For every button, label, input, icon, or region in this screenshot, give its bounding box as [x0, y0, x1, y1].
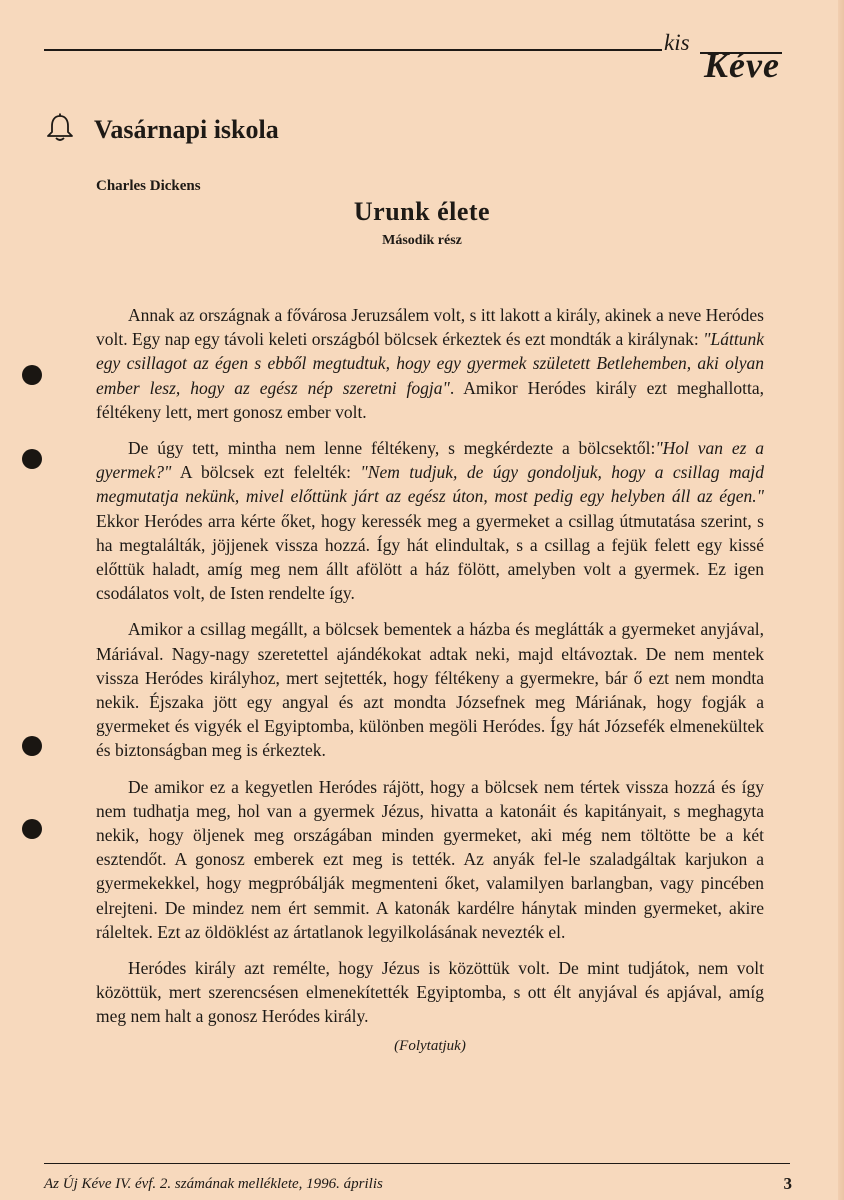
page-number: 3 — [783, 1174, 792, 1193]
bell-icon — [44, 112, 76, 144]
binder-hole — [22, 365, 42, 385]
paragraph-3: Amikor a csillag megállt, a bölcsek bementek a házba és meglátták a gyermeket anyjával, Máriával. Nagy-nagy szeretettel ajándékokat adtak neki, majd eltávoztak. De nem mentek vissza Heródes királyhoz, mert sejtették, hogy féltékeny a gyermekre, bár ő ezt nem mondta nekik. Éjszaka jött egy angyal és azt mondta Józsefnek meg Máriának, hogy fogják a gyermeket és vigyék el Egyiptomba, különben megöli Heródes. Így hát Józsefék elmenekültek és biztonságban meg is érkeztek. — [96, 619, 764, 761]
header-rule — [44, 49, 662, 51]
paragraph-2-text-b: A bölcsek ezt felelték: — [171, 462, 361, 483]
author-name: Charles Dickens — [96, 178, 201, 194]
binder-hole — [22, 819, 42, 839]
paragraph-2-text-a: De úgy tett, mintha nem lenne féltékeny, s megkérdezte a bölcsektől: — [128, 438, 656, 459]
logo-large-text: Kéve — [704, 45, 780, 85]
paragraph-2 — [96, 436, 764, 605]
paragraph-4: De amikor ez a kegyetlen Heródes rájött, hogy a bölcsek nem tértek vissza hozzá és így nem tudhatja meg, hol van a gyermek Jézus, hivatta a katonáit és kapitányait, s meghagyta nekik, hogy öljenek meg országában minden gyermeket, aki még nem töltötte be a két esztendőt. A gonosz emberek ezt meg is tették. Az anyák fel-le szaladgáltak karjukon a gyermekekkel, hogy megpróbálják megmenteni őket, valamilyen barlangban, vagy pincében elrejteni. De mindez nem ért semmit. A katonák kardélre hánytak minden gyermeket, akire ráleltek. Ezt az öldöklést az ártatlanok legyilkolásának nevezték el. — [96, 776, 764, 942]
continuation-note: (Folytatjuk) — [394, 1037, 466, 1054]
paragraph-1-text-a: Annak az országnak a fővárosa Jeruzsálem volt, s itt lakott a király, akinek a neve Heródes volt. Egy nap egy távoli keleti országból bölcsek érkeztek és ezt mondták a királynak: — [96, 305, 764, 350]
logo — [660, 30, 790, 86]
article-title: Urunk élete — [353, 197, 491, 226]
footer-rule — [44, 1163, 790, 1164]
paragraph-1 — [96, 303, 764, 424]
logo-small-text: kis — [664, 30, 690, 55]
paragraph-2-quote-1: "Hol van ez a gyermek?" — [96, 438, 764, 483]
paragraph-5: Heródes király azt remélte, hogy Jézus is közöttük volt. De mint tudjátok, nem volt közöttük, mert szerencsésen elmenekítették Egyiptomba, s ott élt anyjával és apjával, amíg meg nem halt a gonosz Heródes király. — [96, 958, 764, 1027]
footer-text: Az Új Kéve IV. évf. 2. számának melléklete, 1996. április — [44, 1176, 383, 1192]
binder-hole — [22, 449, 42, 469]
article-subtitle: Második rész — [382, 233, 462, 248]
paragraph-1-text-b: . Amikor Heródes király ezt meghallotta, féltékeny lett, mert gonosz ember volt. — [96, 377, 764, 422]
article-body — [96, 303, 764, 1058]
paragraph-2-quote-2: "Nem tudjuk, de úgy gondoljuk, hogy a csillag majd megmutatja nekünk, mivel előttünk járt az egész úton, most pedig egy helyben áll az égen." — [96, 462, 764, 507]
section-title: Vasárnapi iskola — [94, 115, 279, 144]
paragraph-1-quote: "Láttunk egy csillagot az égen s ebből megtudtuk, hogy egy gyermek született Betlehemben, aki olyan ember lesz, hogy az egész nép szeretni fogja" — [96, 329, 764, 398]
page-edge — [838, 0, 844, 1200]
binder-hole — [22, 736, 42, 756]
paragraph-2-text-c: Ekkor Heródes arra kérte őket, hogy keressék meg a gyermeket a csillag útmutatása szerint, s ha megtalálták, jöjjenek vissza hozzá. Így hát elindultak, s a csillag a fejük felett egy kissé előttük haladt, amíg meg nem állt afölött a ház fölött, amelyben volt a gyermek. Ez igen csodálatos volt, de Isten rendelte így. — [96, 510, 764, 604]
